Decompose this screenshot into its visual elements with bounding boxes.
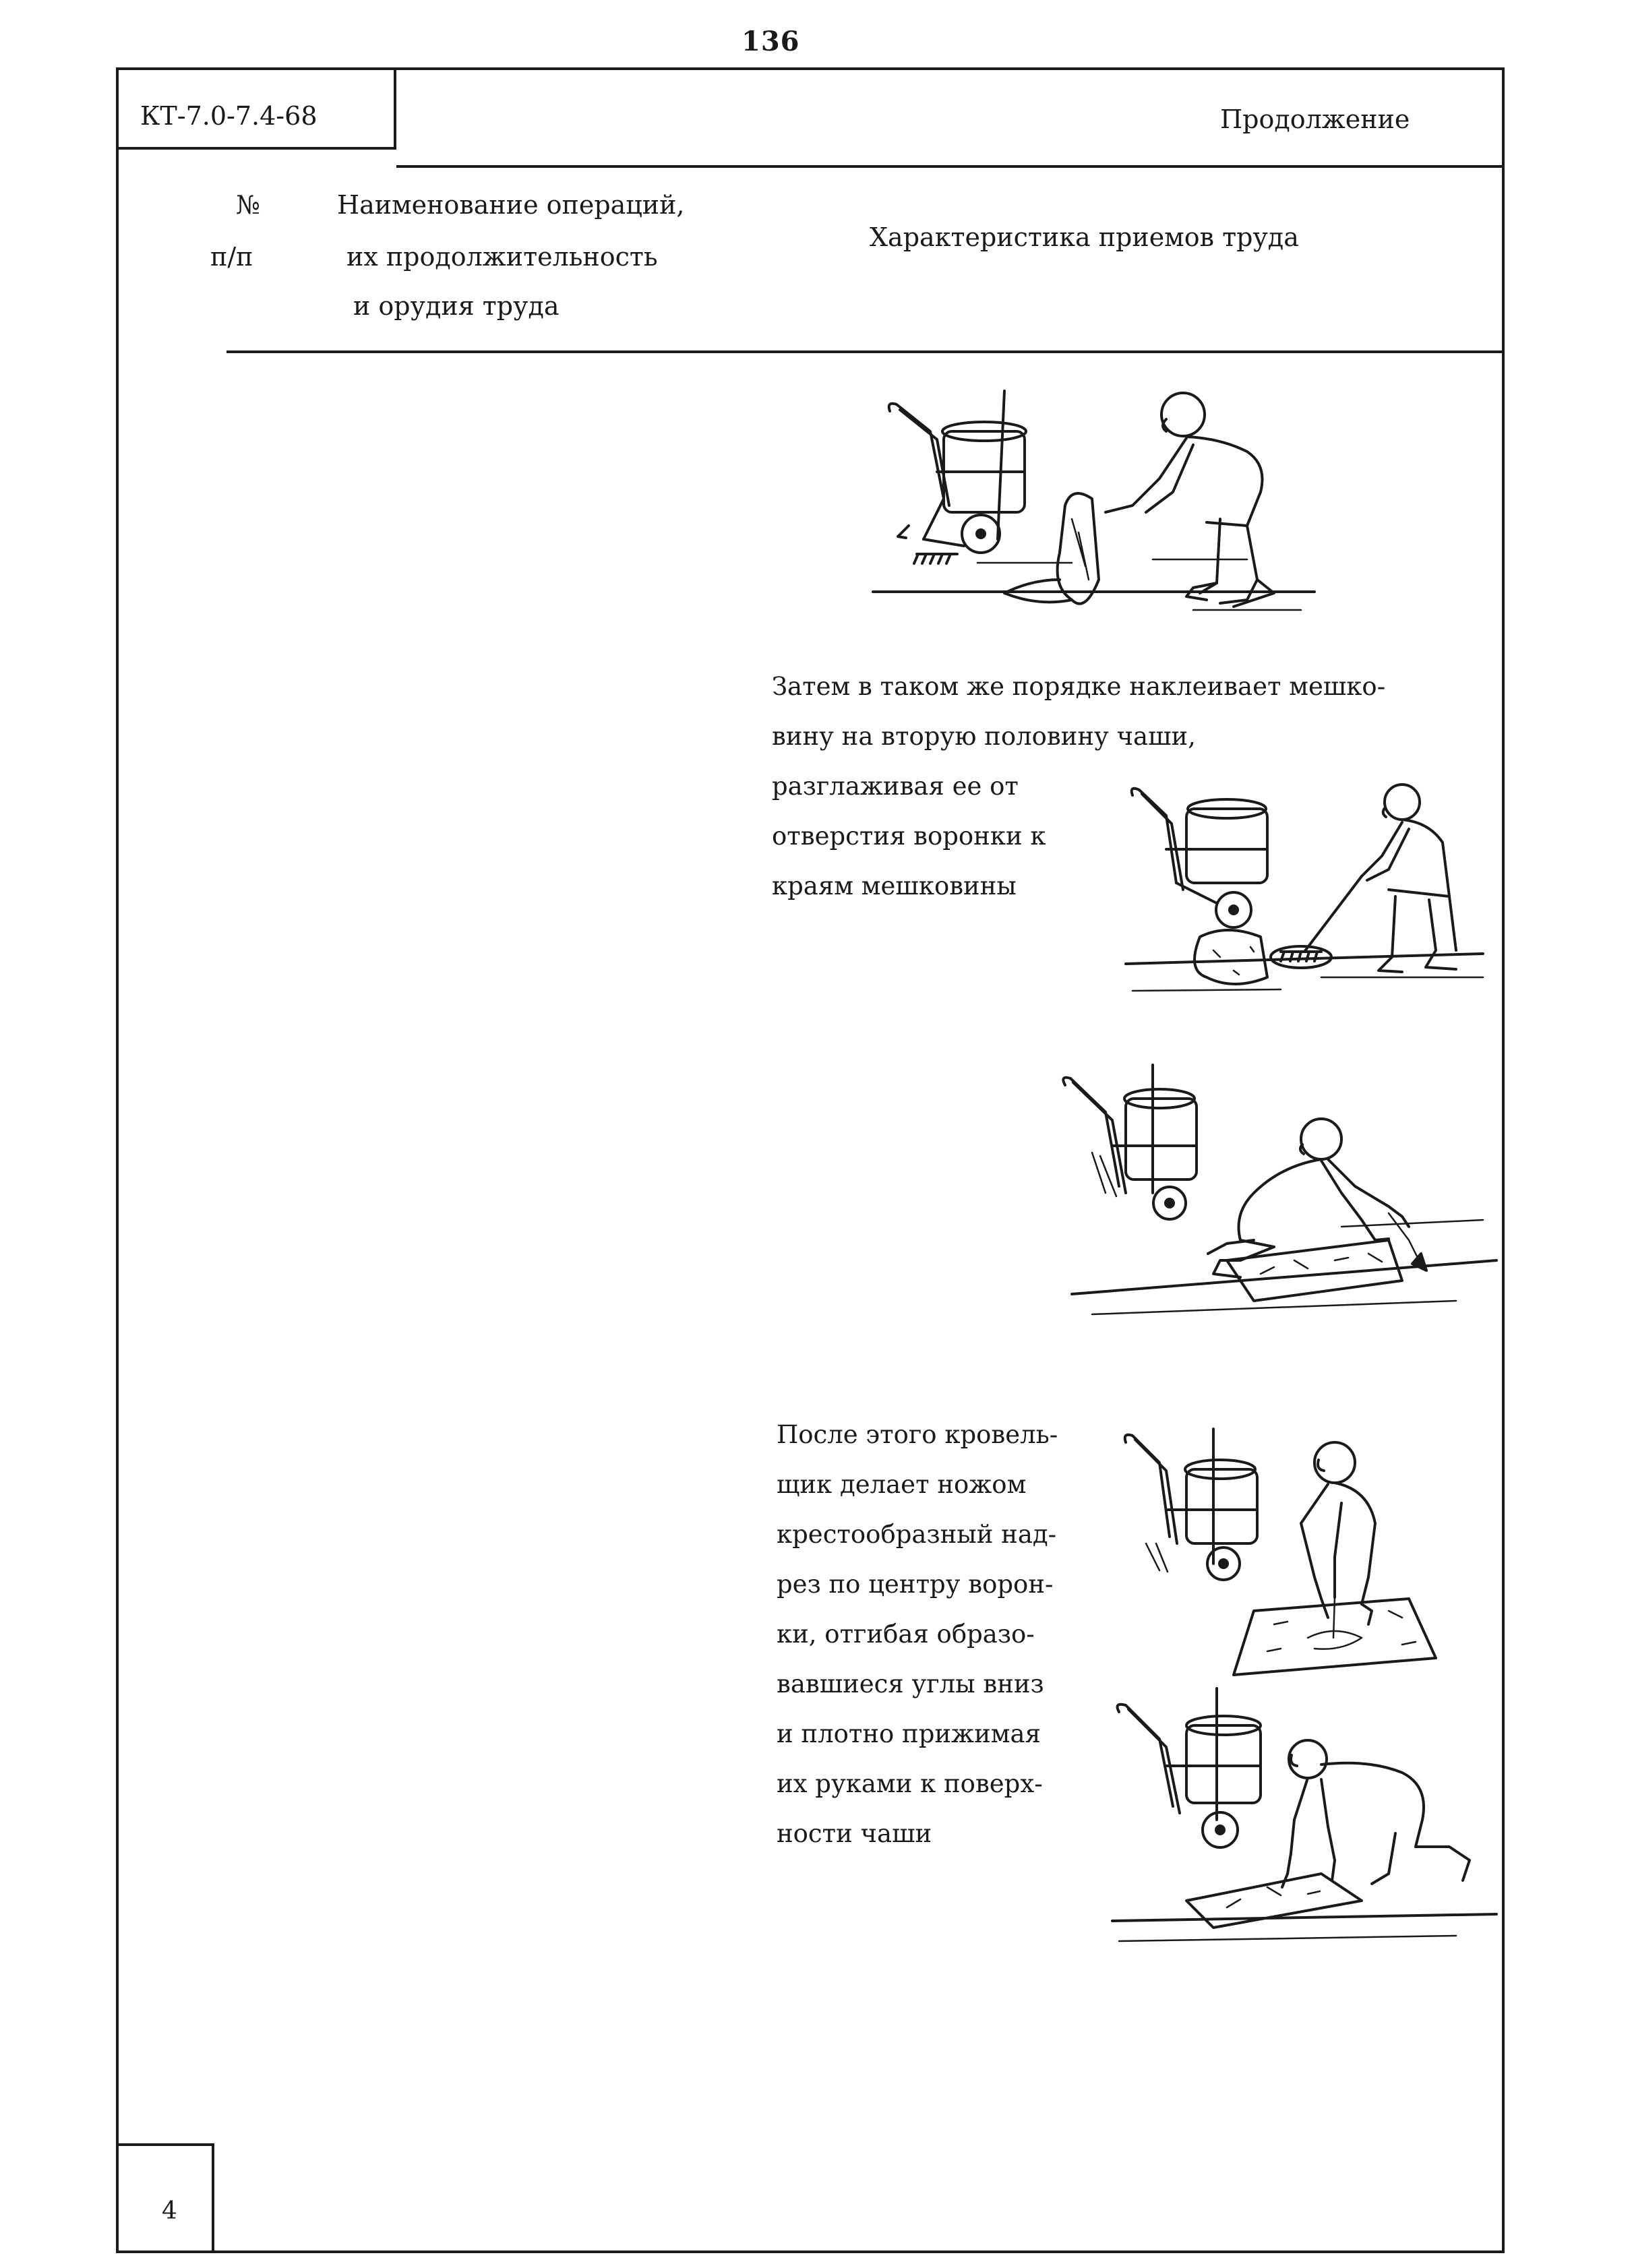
column-characteristics: Характеристика приемов труда	[870, 222, 1299, 252]
paragraph2-line1: После этого кровель-	[777, 1420, 1058, 1449]
document-code: КТ-7.0-7.4-68	[140, 101, 318, 131]
paragraph1-line1: Затем в таком же порядке наклеивает мешко-	[772, 672, 1386, 701]
paragraph2-line5: ки, отгибая образо-	[777, 1620, 1035, 1649]
worker-pressing-corners-illustration	[1106, 1685, 1510, 1955]
column-operation-line2: их продолжительность	[346, 242, 658, 272]
column-number-label: п/п	[210, 242, 253, 272]
paragraph2-line4: рез по центру ворон-	[777, 1570, 1054, 1599]
column-operation-line1: Наименование операций,	[337, 190, 685, 220]
paragraph2-line9: ности чаши	[777, 1819, 932, 1848]
worker-kneeling-cutting-illustration	[1052, 1058, 1510, 1335]
paragraph1-line3: разглаживая ее от	[772, 772, 1019, 801]
column-number-symbol: №	[236, 190, 260, 220]
paragraph2-line2: щик делает ножом	[777, 1470, 1027, 1499]
paragraph1-line2: вину на вторую половину чаши,	[772, 722, 1196, 751]
paragraph1-line4: отверстия воронки к	[772, 822, 1046, 851]
column-operation-line3: и орудия труда	[353, 291, 560, 321]
header-bottom-rule	[226, 350, 1505, 353]
continuation-label: Продолжение	[1220, 104, 1410, 134]
worker-smoothing-with-brush-illustration	[1119, 775, 1497, 1018]
sheet-number: 4	[162, 2197, 177, 2225]
paragraph2-line3: крестообразный над-	[777, 1520, 1057, 1549]
paragraph2-line6: вавшиеся углы вниз	[777, 1669, 1044, 1698]
worker-crouching-cross-cut-illustration	[1119, 1422, 1456, 1692]
paragraph2-line7: и плотно прижимая	[777, 1719, 1041, 1748]
worker-unrolling-burlap-illustration	[870, 377, 1328, 647]
page-number: 136	[742, 26, 800, 57]
header-top-rule	[396, 165, 1505, 168]
paragraph2-line8: их руками к поверх-	[777, 1769, 1043, 1798]
paragraph1-line5: краям мешковины	[772, 871, 1017, 900]
